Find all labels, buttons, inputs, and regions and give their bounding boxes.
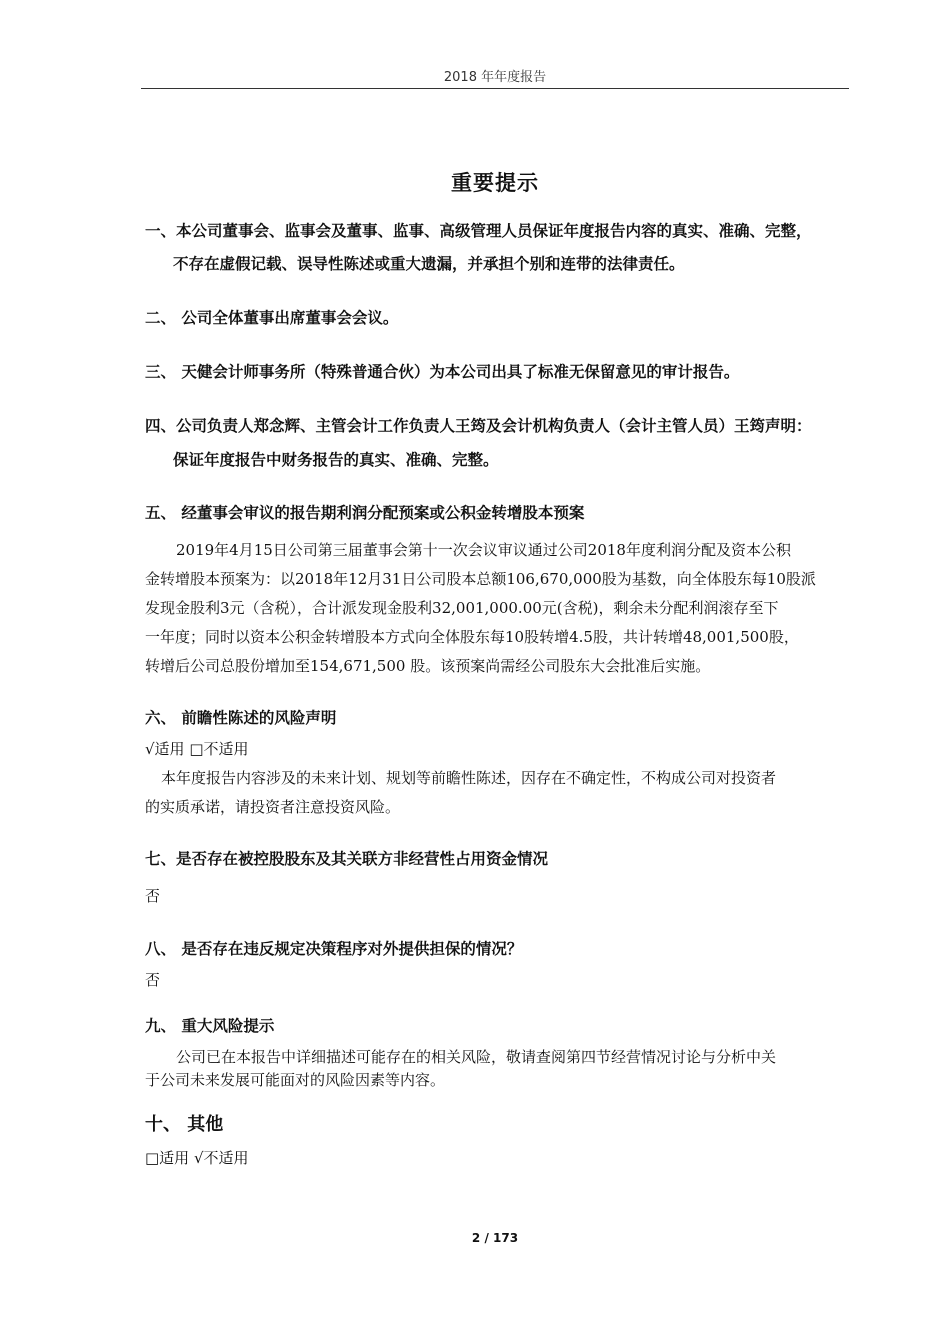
section-6-applicability: √适用 □不适用 [145, 740, 249, 758]
section-8-heading: 八、 是否存在违反规定决策程序对外提供担保的情况？ [145, 940, 523, 958]
section-6-heading: 六、 前瞻性陈述的风险声明 [145, 709, 337, 727]
page-number: 2 / 173 [471, 1231, 519, 1245]
section-1-line-2: 不存在虚假记载、误导性陈述或重大遗漏，并承担个别和连带的法律责任。 [173, 255, 685, 273]
header-divider [141, 88, 849, 89]
section-3-line-1: 三、 天健会计师事务所（特殊普通合伙）为本公司出具了标准无保留意见的审计报告。 [145, 363, 740, 381]
section-10-applicability: □适用 √不适用 [145, 1149, 249, 1167]
section-2-line-1: 二、 公司全体董事出席董事会会议。 [145, 309, 399, 327]
section-5-body-line-3: 发现金股利3元（含税），合计派发现金股利32,001,000.00元(含税)，剩余未分配利润滚存至下 [145, 599, 779, 617]
section-5-body-line-2: 金转增股本预案为：以2018年12月31日公司股本总额106,670,000股为基数，向全体股东每10股派 [145, 570, 816, 588]
section-9-heading: 九、 重大风险提示 [145, 1017, 275, 1035]
section-8-answer: 否 [145, 971, 161, 989]
section-4-line-2: 保证年度报告中财务报告的真实、准确、完整。 [173, 451, 499, 469]
section-5-body-line-4: 一年度；同时以资本公积金转增股本方式向全体股东每10股转增4.5股，共计转增48,001,500股， [145, 628, 799, 646]
section-7-heading: 七、是否存在被控股股东及其关联方非经营性占用资金情况 [145, 850, 549, 868]
section-4-line-1: 四、公司负责人郑念辉、主管会计工作负责人王筠及会计机构负责人（会计主管人员）王筠声明： [145, 417, 812, 435]
section-5-body-line-5: 转增后公司总股份增加至154,671,500 股。该预案尚需经公司股东大会批准后实施。 [145, 657, 711, 675]
section-1-line-1: 一、本公司董事会、监事会及董事、监事、高级管理人员保证年度报告内容的真实、准确、完整， [145, 222, 812, 240]
section-9-body-line-2: 于公司未来发展可能面对的风险因素等内容。 [145, 1071, 446, 1089]
section-5-heading: 五、 经董事会审议的报告期利润分配预案或公积金转增股本预案 [145, 504, 585, 522]
section-6-body-line-1: 本年度报告内容涉及的未来计划、规划等前瞻性陈述，因存在不确定性，不构成公司对投资者 [161, 769, 777, 787]
section-10-heading: 十、 其他 [145, 1114, 224, 1135]
section-6-body-line-2: 的实质承诺，请投资者注意投资风险。 [145, 798, 401, 816]
section-9-body-line-1: 公司已在本报告中详细描述可能存在的相关风险，敬请查阅第四节经营情况讨论与分析中关 [176, 1048, 777, 1066]
section-7-answer: 否 [145, 887, 161, 905]
page-title: 重要提示 [451, 171, 539, 195]
running-header: 2018 年年度报告 [443, 70, 547, 85]
section-5-body-line-1: 2019年4月15日公司第三届董事会第十一次会议审议通过公司2018年度利润分配及资本公积 [176, 541, 791, 559]
